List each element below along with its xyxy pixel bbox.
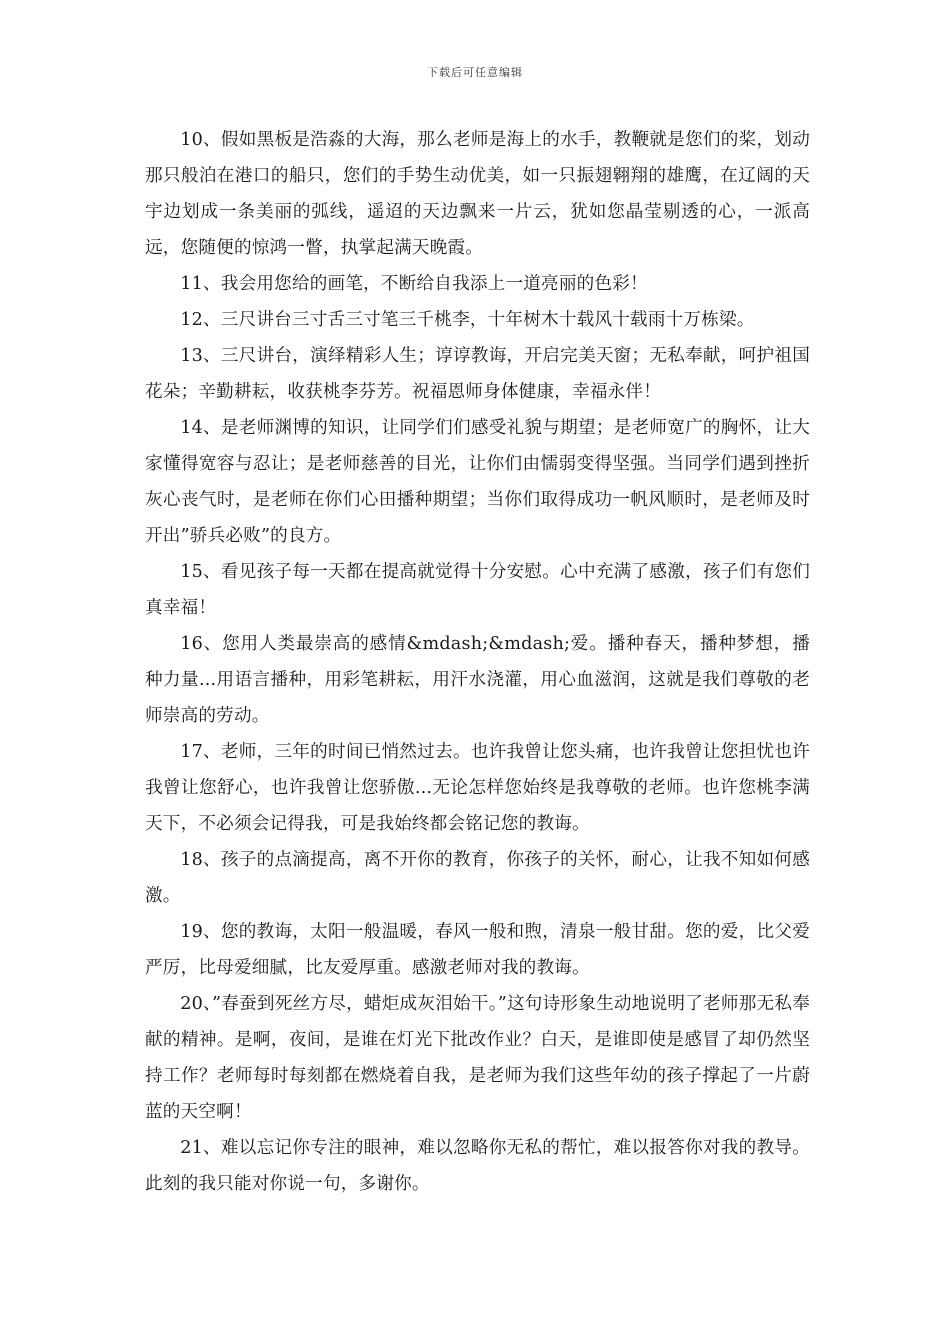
paragraph-10: 10、假如黑板是浩淼的大海，那么老师是海上的水手，教鞭就是您们的桨，划动那只般泊在港口的船只，您们的手势生动优美，如一只振翅翱翔的雄鹰，在辽阔的天宇边划成一条美丽的弧线，遥迢的天边飘来一片云，犹如您晶莹剔透的心，一派高远，您随便的惊鸿一瞥，执掌起满天晚霞。 [145, 130, 810, 258]
paragraph-20: 20、”春蚕到死丝方尽，蜡炬成灰泪始干。”这句诗形象生动地说明了老师那无私奉献的精神。是啊，夜间，是谁在灯光下批改作业？白天，是谁即使是感冒了却仍然坚持工作？老师每时每刻都在燃烧着自我，是老师为我们这些年幼的孩子撑起了一片蔚蓝的天空啊！ [145, 994, 810, 1122]
paragraph-12: 12、三尺讲台三寸舌三寸笔三千桃李，十年树木十载风十载雨十万栋梁。 [180, 310, 755, 330]
paragraph-16: 16、您用人类最崇高的感情&mdash;&mdash;爱。播种春天，播种梦想，播种力量...用语言播种，用彩笔耕耘，用汗水浇灌，用心血滋润，这就是我们尊敬的老师崇高的劳动。 [145, 634, 810, 726]
paragraph-15: 15、看见孩子每一天都在提高就觉得十分安慰。心中充满了感激，孩子们有您们真幸福！ [145, 562, 810, 618]
paragraph-18: 18、孩子的点滴提高，离不开你的教育，你孩子的关怀，耐心，让我不知如何感激。 [145, 850, 810, 906]
paragraph-11: 11、我会用您给的画笔，不断给自我添上一道亮丽的色彩！ [180, 274, 648, 294]
document-body [145, 122, 810, 1202]
paragraph-21: 21、难以忘记你专注的眼神，难以忽略你无私的帮忙，难以报答你对我的教导。此刻的我只能对你说一句，多谢你。 [145, 1138, 810, 1194]
paragraph-14: 14、是老师渊博的知识，让同学们们感受礼貌与期望；是老师宽广的胸怀，让大家懂得宽容与忍让；是老师慈善的目光，让你们由懦弱变得坚强。当同学们遇到挫折灰心丧气时，是老师在你们心田播种期望；当你们取得成功一帆风顺时，是老师及时开出”骄兵必败”的良方。 [145, 418, 810, 546]
paragraph-19: 19、您的教诲，太阳一般温暖，春风一般和煦，清泉一般甘甜。您的爱，比父爱严厉，比母爱细腻，比友爱厚重。感激老师对我的教诲。 [145, 922, 810, 978]
paragraph-17: 17、老师，三年的时间已悄然过去。也许我曾让您头痛，也许我曾让您担忧也许我曾让您舒心，也许我曾让您骄傲...无论怎样您始终是我尊敬的老师。也许您桃李满天下，不必须会记得我，可是我始终都会铭记您的教诲。 [145, 742, 810, 834]
page-header: 下载后可任意编辑 [427, 66, 523, 79]
paragraph-13: 13、三尺讲台，演绎精彩人生；谆谆教诲，开启完美天窗；无私奉献，呵护祖国花朵；辛勤耕耘，收获桃李芬芳。祝福恩师身体健康，幸福永伴！ [145, 346, 810, 402]
